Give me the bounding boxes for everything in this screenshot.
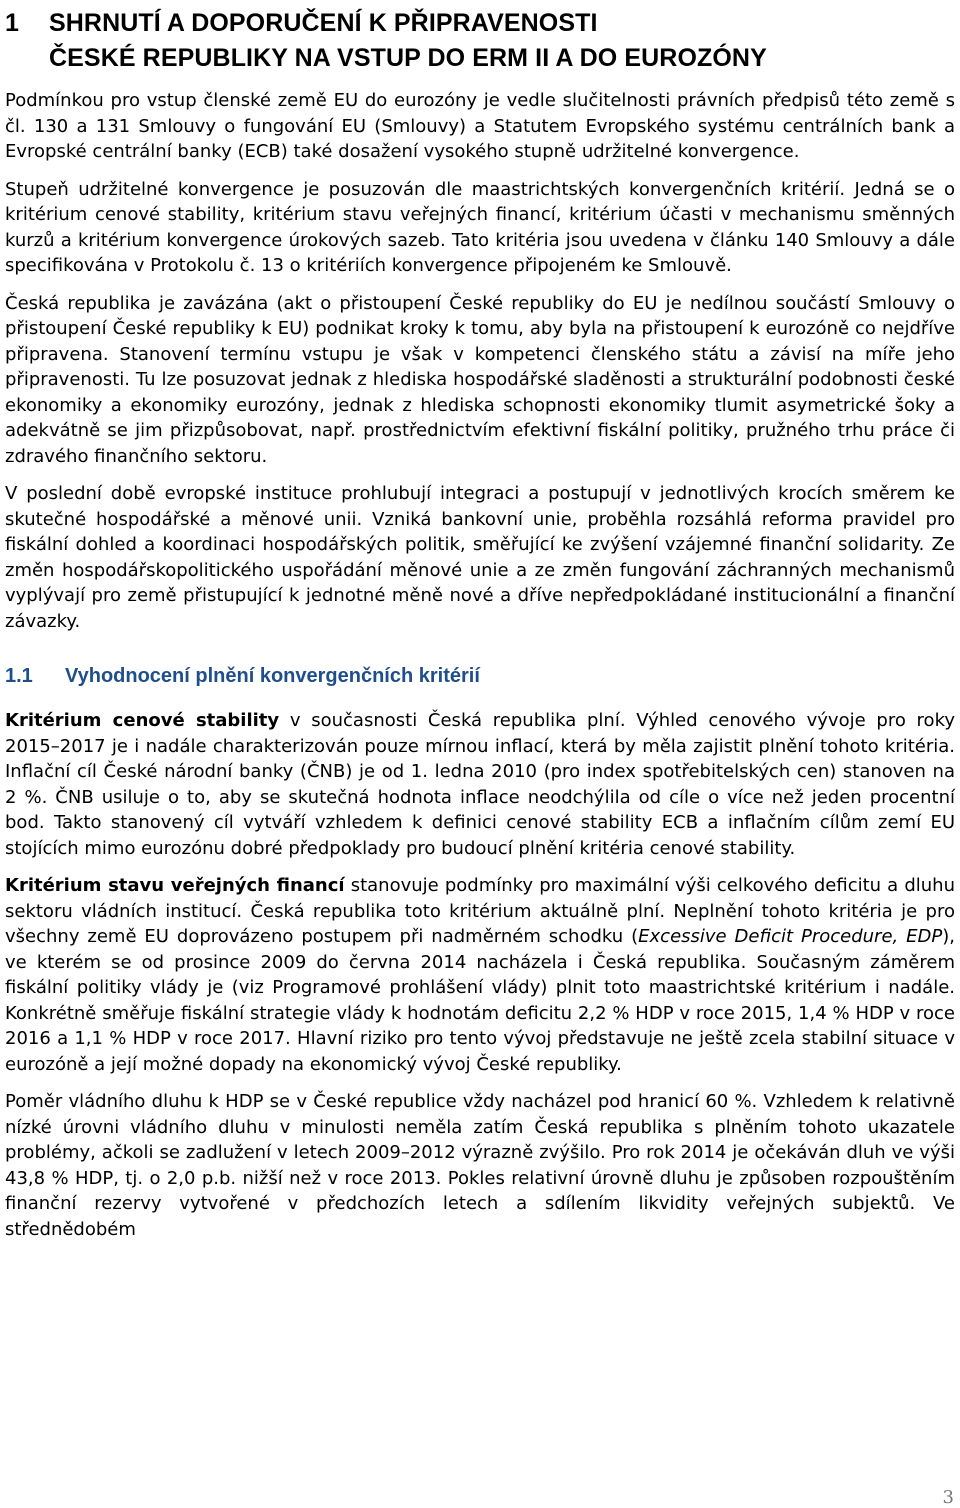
paragraph-intro: Podmínkou pro vstup členské země EU do eurozóny je vedle slučitelnosti právních předpisů této země s čl. 130 a 131 Smlouvy o fungování EU (Smlouvy) a Statutem Evropského systému centrálních bank a Evropské centrální banky (ECB) také dosažení vysokého stupně udržitelné konvergence. [5,90,955,162]
criterion-price-stability-text: v současnosti Česká republika plní. Výhled cenového vývoje pro roky 2015–2017 je i nadále charakterizován pouze mírnou inflací, která by měla zajistit plnění tohoto kritéria. Inflační cíl České národní banky (ČNB) je od 1. ledna 2010 (pro index spotřebitelských cen) stanoven na 2 %. ČNB usiluje o to, aby se skutečná hodnota inflace neodchýlila od cíle o více než jeden procentní bod. Takto stanovený cíl vytváří vzhledem k definici cenové stability ECB a inflačním cílům zemí EU stojících mimo eurozónu dobré předpoklady pro budoucí plnění kritéria cenové stability. [5,710,955,859]
paragraph-public-finance [5,873,955,1077]
paragraph-debt: Poměr vládního dluhu k HDP se v České republice vždy nacházel pod hranicí 60 %. Vzhledem k relativně nízké úrovni vládního dluhu v minulosti neměla zatím Česká republika s plněním tohoto ukazatele problémy, ačkoli se zadlužení v letech 2009–2012 výrazně zvýšilo. Pro rok 2014 je očekáván dluh ve výši 43,8 % HDP, tj. o 2,0 p.b. nižší než v roce 2013. Pokles relativní úrovně dluhu je způsoben rozpouštěním finanční rezervy vytvořené v předchozích letech a sdílením likvidity veřejných subjektů. Ve střednědobém [5,1091,955,1240]
chapter-title-line-1: SHRNUTÍ A DOPORUČENÍ K PŘIPRAVENOSTI [49,9,598,37]
edp-term: Excessive Deficit Procedure, EDP [638,926,943,947]
criterion-public-finance-text-a: stanovuje podmínky pro maximální výši celkového deficitu a dluhu sektoru vládních institucí. Česká republika toto kritérium aktuálně plní. Neplnění tohoto kritéria je pro všechny země EU doprovázeno postupem při nadměrném schodku ( [5,875,955,947]
criterion-public-finance-label: Kritérium stavu veřejných financí [5,875,345,896]
chapter-heading [5,6,955,76]
section-title: Vyhodnocení plnění konvergenčních kritérií [65,665,480,687]
page-number: 3 [942,1487,954,1508]
section-number: 1.1 [5,665,33,687]
criterion-public-finance-text-b: ), ve kterém se od prosince 2009 do června 2014 nacházela i Česká republika. Současným záměrem fiskální politiky vlády je (viz Programové prohlášení vlády) plnit toto maastrichtské kritérium i nadále. Konkrétně směřuje fiskální strategie vlády k hodnotám deficitu 2,2 % HDP v roce 2015, 1,4 % HDP v roce 2016 a 1,1 % HDP v roce 2017. Hlavní riziko pro tento vývoj představuje ne ještě zcela stabilní situace v eurozóně a její možné dopady na ekonomický vývoj České republiky. [5,926,955,1075]
paragraph-convergence-criteria: Stupeň udržitelné konvergence je posuzován dle maastrichtských konvergenčních kritérií. Jedná se o kritérium cenové stability, kritérium stavu veřejných financí, kritérium účasti v mechanismu směnných kurzů a kritérium konvergence úrokových sazeb. Tato kritéria jsou uvedena v článku 140 Smlouvy a dále specifikována v Protokolu č. 13 o kritériích konvergence připojeném ke Smlouvě. [5,178,955,276]
chapter-title-line-2: ČESKÉ REPUBLIKY NA VSTUP DO ERM II A DO EUROZÓNY [49,44,767,72]
section-heading [5,662,955,690]
document-page [5,0,955,1254]
paragraph-integration: V poslední době evropské instituce prohlubují integraci a postupují v jednotlivých krocích směrem ke skutečné hospodářské a měnové unii. Vzniká bankovní unie, proběhla rozsáhlá reforma pravidel pro fiskální dohled a koordinaci hospodářských politik, směřující ke zvýšení vzájemné finanční solidarity. Ze změn hospodářskopolitického uspořádání měnové unie a ze změn fungování záchranných mechanismů vyplývají pro země přistupující k jednotné měně nové a dříve nepředpokládané institucionální a finanční závazky. [5,483,955,632]
criterion-price-stability-label: Kritérium cenové stability [5,710,280,731]
chapter-number: 1 [5,9,19,37]
paragraph-price-stability [5,708,955,861]
chapter-title [49,6,955,76]
paragraph-obligation: Česká republika je zavázána (akt o přistoupení České republiky do EU je nedílnou součástí Smlouvy o přistoupení České republiky k EU) podnikat kroky k tomu, aby byla na přistoupení k eurozóně co nejdříve připravena. Stanovení termínu vstupu je však v kompetenci členského státu a závisí na míře jeho připravenosti. Tu lze posuzovat jednak z hlediska hospodářské sladěnosti a strukturální podobnosti české ekonomiky a ekonomiky eurozóny, jednak z hlediska schopnosti ekonomiky tlumit asymetrické šoky a adekvátně se jim přizpůsobovat, např. prostřednictvím efektivní fiskální politiky, pružného trhu práce či zdravého finančního sektoru. [5,292,955,467]
